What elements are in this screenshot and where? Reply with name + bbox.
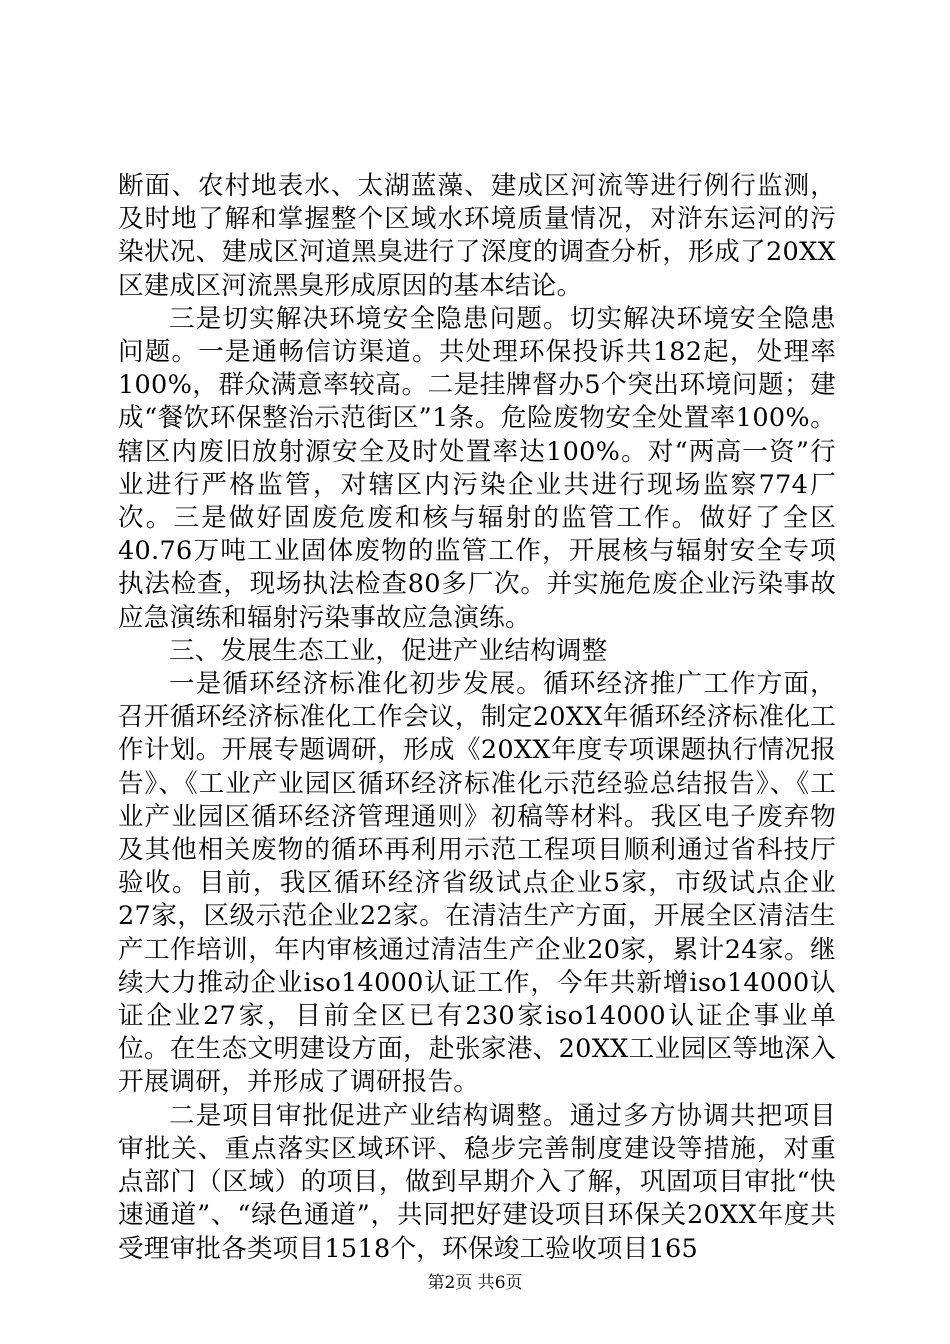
document-body bbox=[118, 170, 836, 1266]
page-footer: 第2页 共6页 bbox=[427, 1273, 523, 1293]
paragraph-project-approval: 二是项目审批促进产业结构调整。通过多方协调共把项目审批关、重点落实区域环评、稳步完善制度建设等措施，对重点部门（区域）的项目，做到早期介入了解，巩固项目审批“快速通道”、“绿色通道”，共同把好建设项目环保关20XX年度共受理审批各类项目1518个，环保竣工验收项目165 bbox=[118, 1100, 836, 1264]
section-heading-eco-industry: 三、发展生态工业，促进产业结构调整 bbox=[169, 635, 608, 666]
paragraph-environment-safety: 三是切实解决环境安全隐患问题。切实解决环境安全隐患问题。一是通畅信访渠道。共处理环保投诉共182起，处理率100%，群众满意率较高。二是挂牌督办5个突出环境问题；建成“餐饮环保整治示范街区”1条。危险废物安全处置率100%。辖区内废旧放射源安全及时处置率达100%。对“两高一资”行业进行严格监管，对辖区内污染企业共进行现场监察774厂次。三是做好固废危废和核与辐射的监管工作。做好了全区40.76万吨工业固体废物的监管工作，开展核与辐射安全专项执法检查，现场执法检查80多厂次。并实施危废企业污染事故应急演练和辐射污染事故应急演练。 bbox=[118, 303, 836, 633]
paragraph-water-monitoring: 断面、农村地表水、太湖蓝藻、建成区河流等进行例行监测，及时地了解和掌握整个区域水环境质量情况，对浒东运河的污染状况、建成区河道黑臭进行了深度的调查分析，形成了20XX区建成区河流黑臭形成原因的基本结论。 bbox=[118, 171, 836, 301]
paragraph-circular-economy: 一是循环经济标准化初步发展。循环经济推广工作方面，召开循环经济标准化工作会议，制定20XX年循环经济标准化工作计划。开展专题调研，形成《20XX年度专项课题执行情况报告》、《工业产业园区循环经济标准化示范经验总结报告》、《工业产业园区循环经济管理通则》初稿等材料。我区电子废弃物及其他相关废物的循环再利用示范工程项目顺利通过省科技厅验收。目前，我区循环经济省级试点企业5家，市级试点企业27家，区级示范企业22家。在清洁生产方面，开展全区清洁生产工作培训，年内审核通过清洁生产企业20家，累计24家。继续大力推动企业iso14000认证工作，今年共新增iso14000认证企业27家，目前全区已有230家iso14000认证企事业单位。在生态文明建设方面，赴张家港、20XX工业园区等地深入开展调研，并形成了调研报告。 bbox=[118, 669, 836, 1098]
